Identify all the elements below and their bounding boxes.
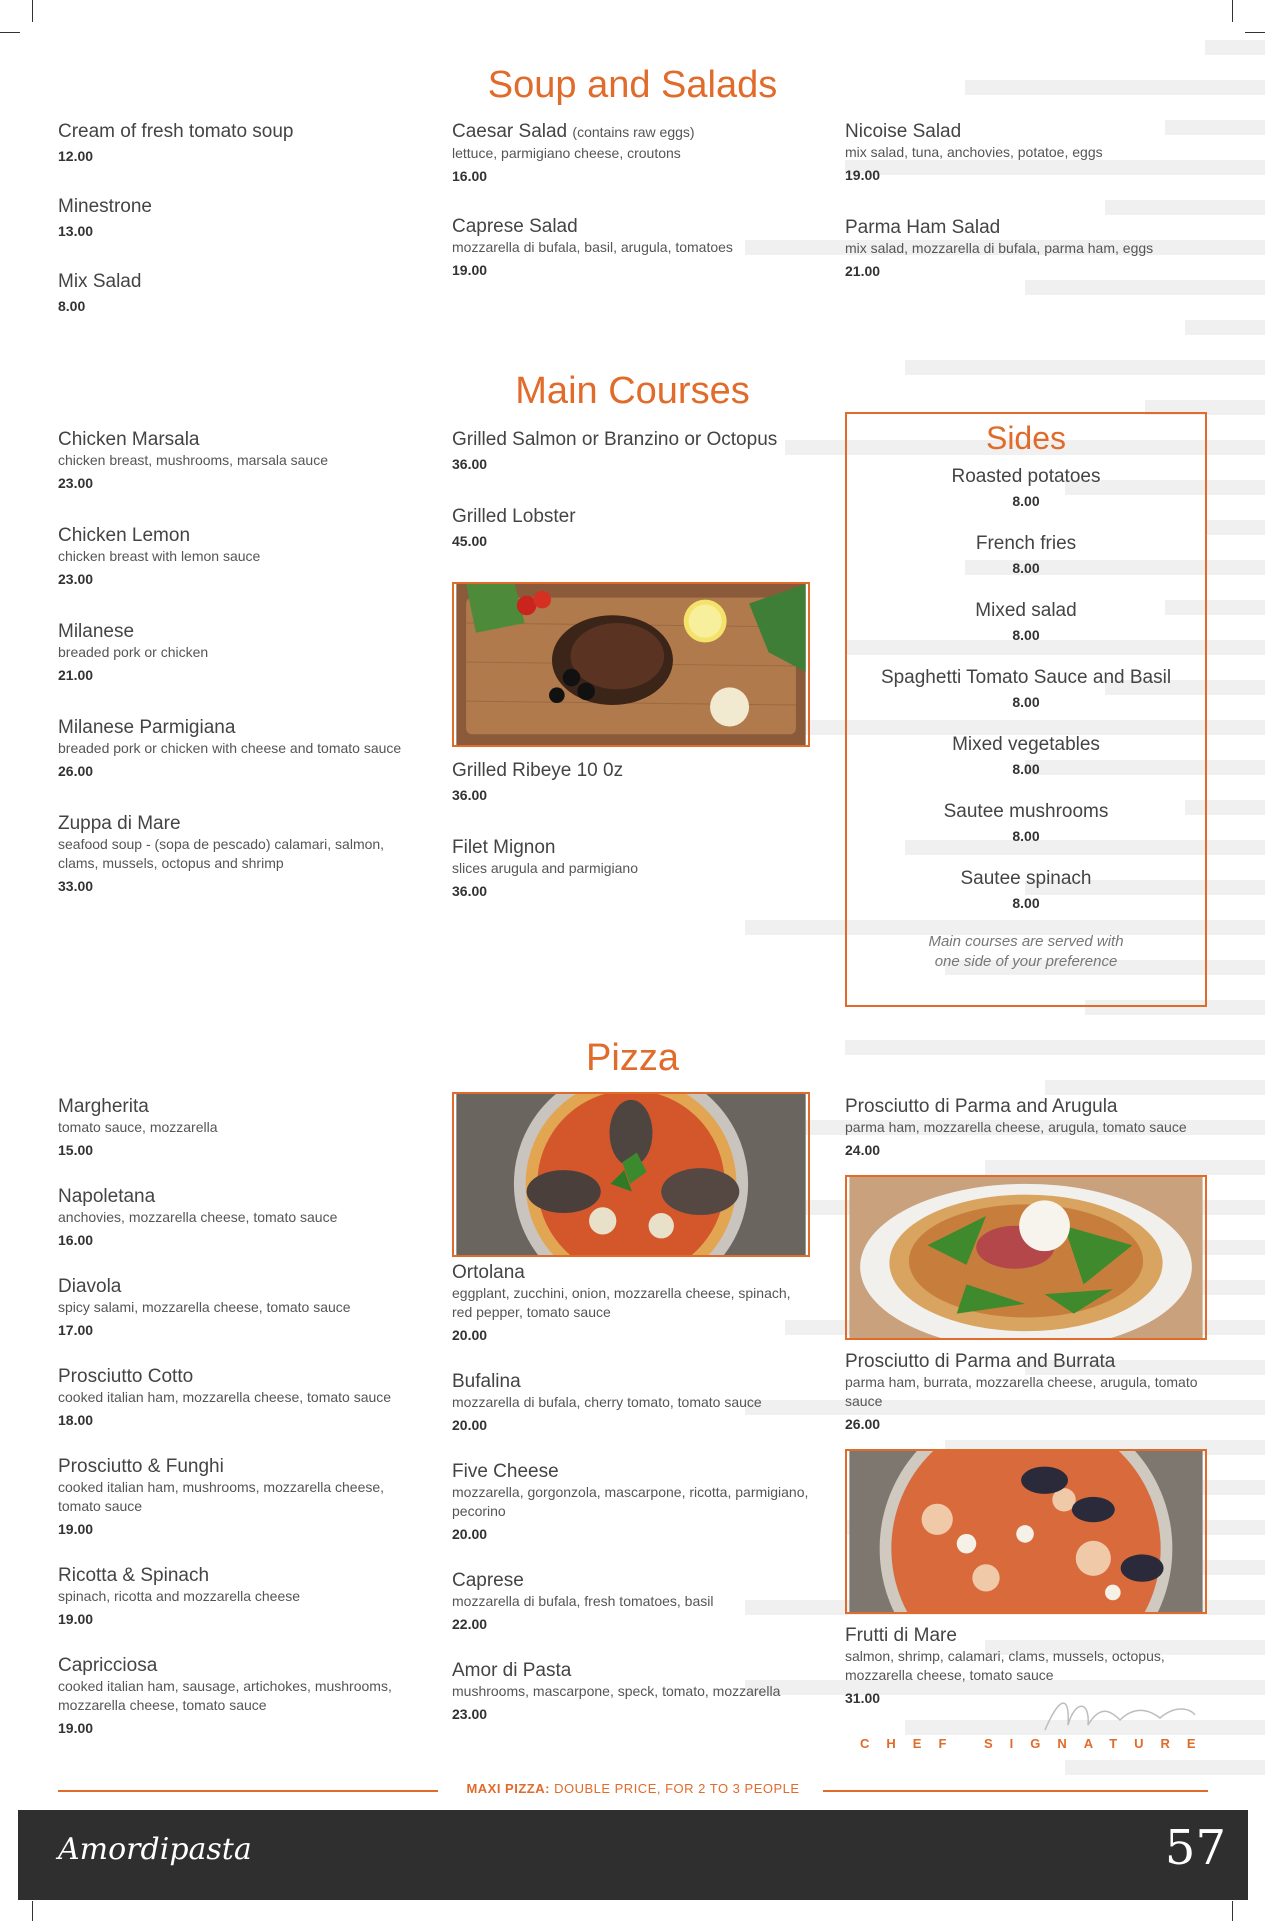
menu-item — [845, 120, 1225, 184]
item-name: Grilled Salmon or Branzino or Octopus — [452, 429, 778, 450]
menu-item — [452, 1261, 810, 1344]
side-name: Spaghetti Tomato Sauce and Basil — [880, 667, 1172, 688]
soup-column-1 — [58, 120, 418, 345]
side-price: 8.00 — [1012, 761, 1040, 777]
side-name: Sautee spinach — [960, 868, 1092, 889]
menu-item — [452, 1659, 810, 1723]
sides-note-line2: one side of your preference — [934, 953, 1118, 970]
item-desc: spicy salami, mozzarella cheese, tomato sauce — [58, 1299, 351, 1315]
section-title-soup: Soup and Salads — [487, 64, 778, 106]
side-name: Mixed vegetables — [952, 734, 1100, 755]
item-desc: breaded pork or chicken — [58, 644, 209, 660]
item-price: 36.00 — [452, 883, 488, 899]
side-item — [847, 666, 1205, 711]
menu-item — [452, 1460, 810, 1543]
ribeye-image — [454, 584, 808, 745]
ortolana-photo — [452, 1092, 810, 1257]
sides-box — [845, 412, 1207, 1007]
item-price: 24.00 — [845, 1142, 881, 1158]
ribeye-photo — [452, 582, 810, 747]
menu-item — [452, 428, 812, 473]
item-name: Grilled Ribeye 10 0z — [452, 760, 624, 781]
item-desc: breaded pork or chicken with cheese and tomato sauce — [58, 740, 402, 756]
stripe — [1205, 520, 1265, 535]
stripe — [1065, 1760, 1265, 1775]
pizza-column-3 — [845, 1095, 1207, 1729]
item-name: Frutti di Mare — [845, 1625, 957, 1646]
menu-item — [452, 1569, 810, 1633]
item-price: 23.00 — [58, 475, 94, 491]
ortolana-image — [454, 1094, 808, 1255]
item-name: Napoletana — [58, 1186, 156, 1207]
item-price: 21.00 — [845, 263, 881, 279]
item-desc: cooked italian ham, mushrooms, mozzarella cheese, tomato sauce — [58, 1479, 385, 1514]
side-price: 8.00 — [1012, 694, 1040, 710]
item-name: Prosciutto Cotto — [58, 1366, 194, 1387]
side-price: 8.00 — [1012, 895, 1040, 911]
item-price: 31.00 — [845, 1690, 881, 1706]
side-name: Roasted potatoes — [951, 466, 1101, 487]
main-column-2 — [452, 428, 812, 932]
item-price: 26.00 — [845, 1416, 881, 1432]
menu-item — [58, 1275, 408, 1339]
menu-item — [58, 716, 408, 780]
item-desc: slices arugula and parmigiano — [452, 860, 638, 876]
item-name: Margherita — [58, 1096, 149, 1117]
item-name: Ortolana — [452, 1262, 525, 1283]
item-name: Prosciutto di Parma and Arugula — [845, 1096, 1118, 1117]
item-price: 19.00 — [452, 262, 488, 278]
item-desc: chicken breast with lemon sauce — [58, 548, 261, 564]
item-desc: mozzarella, gorgonzola, mascarpone, ricotta, parmigiano, pecorino — [452, 1484, 809, 1519]
maxi-text: DOUBLE PRICE, FOR 2 TO 3 PEOPLE — [554, 1781, 800, 1796]
side-item — [847, 800, 1205, 845]
item-price: 20.00 — [452, 1417, 488, 1433]
item-price: 19.00 — [845, 167, 881, 183]
menu-item — [58, 195, 418, 240]
item-name: Chicken Marsala — [58, 429, 200, 450]
menu-item — [452, 120, 812, 185]
item-name: Minestrone — [58, 196, 152, 217]
item-desc: anchovies, mozzarella cheese, tomato sauce — [58, 1209, 338, 1225]
side-price: 8.00 — [1012, 493, 1040, 509]
item-name: Ricotta & Spinach — [58, 1565, 210, 1586]
item-desc: cooked italian ham, sausage, artichokes, mushrooms, mozzarella cheese, tomato sauce — [58, 1678, 392, 1713]
item-price: 13.00 — [58, 223, 94, 239]
item-price: 36.00 — [452, 787, 488, 803]
side-price: 8.00 — [1012, 828, 1040, 844]
menu-item — [58, 524, 408, 588]
crop-mark — [1232, 1901, 1233, 1921]
item-price: 22.00 — [452, 1616, 488, 1632]
item-price: 15.00 — [58, 1142, 94, 1158]
side-price: 8.00 — [1012, 560, 1040, 576]
item-price: 21.00 — [58, 667, 94, 683]
menu-item — [452, 215, 812, 279]
item-desc: chicken breast, mushrooms, marsala sauce — [58, 452, 328, 468]
item-name: Five Cheese — [452, 1461, 559, 1482]
item-desc: cooked italian ham, mozzarella cheese, tomato sauce — [58, 1389, 392, 1405]
item-note: (contains raw eggs) — [572, 124, 695, 140]
item-desc: parma ham, mozzarella cheese, arugula, tomato sauce — [845, 1119, 1187, 1135]
item-name: Caprese — [452, 1570, 524, 1591]
item-price: 8.00 — [58, 298, 86, 314]
menu-item — [58, 1365, 408, 1429]
menu-item — [58, 1654, 408, 1737]
item-desc: mozzarella di bufala, cherry tomato, tomato sauce — [452, 1394, 762, 1410]
item-desc: mozzarella di bufala, basil, arugula, tomatoes — [452, 239, 733, 255]
section-title-main: Main Courses — [515, 370, 750, 412]
menu-item — [845, 1095, 1207, 1159]
crop-mark — [32, 0, 33, 22]
item-price: 20.00 — [452, 1327, 488, 1343]
item-price: 18.00 — [58, 1412, 94, 1428]
item-price: 19.00 — [58, 1720, 94, 1736]
page-number: 57 — [1164, 1820, 1226, 1876]
stripe — [1205, 40, 1265, 55]
brand-logo: Amordipasta — [58, 1832, 252, 1867]
item-name: Grilled Lobster — [452, 506, 576, 527]
item-price: 16.00 — [58, 1232, 94, 1248]
burrata-image — [847, 1177, 1205, 1338]
menu-item — [452, 1370, 810, 1434]
item-name: Amor di Pasta — [452, 1660, 572, 1681]
main-column-1 — [58, 428, 408, 927]
crop-mark — [0, 32, 20, 33]
item-name: Milanese — [58, 621, 135, 642]
menu-item — [452, 505, 812, 550]
menu-item — [452, 759, 812, 804]
item-name: Nicoise Salad — [845, 121, 962, 142]
item-name: Cream of fresh tomato soup — [58, 121, 294, 142]
frutti-image — [847, 1451, 1205, 1612]
crop-mark — [1245, 32, 1265, 33]
item-name: Zuppa di Mare — [58, 813, 181, 834]
item-name: Mix Salad — [58, 271, 142, 292]
item-name: Prosciutto di Parma and Burrata — [845, 1351, 1116, 1372]
menu-item — [58, 620, 408, 684]
chef-signature-label: CHEF SIGNATURE — [860, 1736, 1213, 1751]
maxi-pizza-note — [58, 1780, 1208, 1800]
item-desc: mix salad, tuna, anchovies, potatoe, eggs — [845, 144, 1103, 160]
side-item — [847, 465, 1205, 510]
item-desc: mushrooms, mascarpone, speck, tomato, mozzarella — [452, 1683, 781, 1699]
menu-item — [58, 1185, 408, 1249]
sides-title: Sides — [985, 420, 1067, 456]
menu-item — [58, 270, 418, 315]
item-price: 20.00 — [452, 1526, 488, 1542]
item-desc: mozzarella di bufala, fresh tomatoes, basil — [452, 1593, 714, 1609]
item-price: 23.00 — [452, 1706, 488, 1722]
item-price: 45.00 — [452, 533, 488, 549]
item-price: 16.00 — [452, 168, 488, 184]
item-name: Diavola — [58, 1276, 122, 1297]
soup-column-3 — [845, 120, 1225, 312]
item-name: Bufalina — [452, 1371, 521, 1392]
item-name: Capricciosa — [58, 1655, 158, 1676]
item-price: 19.00 — [58, 1521, 94, 1537]
item-name: Caprese Salad — [452, 216, 578, 237]
side-price: 8.00 — [1012, 627, 1040, 643]
item-price: 23.00 — [58, 571, 94, 587]
section-title-pizza: Pizza — [586, 1037, 679, 1079]
side-item — [847, 599, 1205, 644]
item-price: 12.00 — [58, 148, 94, 164]
side-item — [847, 532, 1205, 577]
menu-item — [845, 1350, 1207, 1433]
item-desc: salmon, shrimp, calamari, clams, mussels, octopus, mozzarella cheese, tomato sauce — [845, 1648, 1165, 1683]
sides-note-line1: Main courses are served with — [928, 933, 1124, 950]
item-desc: parma ham, burrata, mozzarella cheese, arugula, tomato sauce — [845, 1374, 1198, 1409]
item-price: 19.00 — [58, 1611, 94, 1627]
item-name: Chicken Lemon — [58, 525, 191, 546]
soup-column-2 — [452, 120, 812, 309]
side-name: Mixed salad — [975, 600, 1077, 621]
frutti-photo — [845, 1449, 1207, 1614]
chef-signature-scribble — [1040, 1690, 1200, 1740]
stripe — [1045, 1080, 1265, 1095]
item-price: 26.00 — [58, 763, 94, 779]
pizza-column-1 — [58, 1095, 408, 1763]
stripe — [1185, 320, 1265, 335]
menu-item — [58, 1455, 408, 1538]
item-desc: spinach, ricotta and mozzarella cheese — [58, 1588, 301, 1604]
item-name: Parma Ham Salad — [845, 217, 1001, 238]
crop-mark — [1232, 0, 1233, 22]
menu-item — [58, 1095, 408, 1159]
item-price: 17.00 — [58, 1322, 94, 1338]
item-name: Milanese Parmigiana — [58, 717, 236, 738]
item-name: Filet Mignon — [452, 837, 556, 858]
item-desc: tomato sauce, mozzarella — [58, 1119, 218, 1135]
item-desc: lettuce, parmigiano cheese, croutons — [452, 145, 681, 161]
menu-item — [58, 428, 408, 492]
menu-item — [58, 812, 408, 895]
item-price: 36.00 — [452, 456, 488, 472]
maxi-label: MAXI PIZZA: — [466, 1781, 550, 1796]
pizza-column-2 — [452, 1092, 810, 1749]
item-name: Caesar Salad — [452, 121, 568, 142]
item-desc: eggplant, zucchini, onion, mozzarella cheese, spinach, red pepper, tomato sauce — [452, 1285, 791, 1320]
item-price: 33.00 — [58, 878, 94, 894]
side-item — [847, 733, 1205, 778]
item-name: Prosciutto & Funghi — [58, 1456, 224, 1477]
burrata-photo — [845, 1175, 1207, 1340]
menu-item — [845, 216, 1225, 280]
footer-bar — [18, 1810, 1248, 1900]
side-item — [847, 867, 1205, 912]
menu-item — [58, 1564, 408, 1628]
side-name: Sautee mushrooms — [943, 801, 1109, 822]
item-desc: seafood soup - (sopa de pescado) calamari, salmon, clams, mussels, octopus and shrimp — [58, 836, 385, 871]
side-name: French fries — [975, 533, 1077, 554]
menu-item — [452, 836, 812, 900]
crop-mark — [32, 1901, 33, 1921]
item-desc: mix salad, mozzarella di bufala, parma ham, eggs — [845, 240, 1154, 256]
menu-item — [58, 120, 418, 165]
